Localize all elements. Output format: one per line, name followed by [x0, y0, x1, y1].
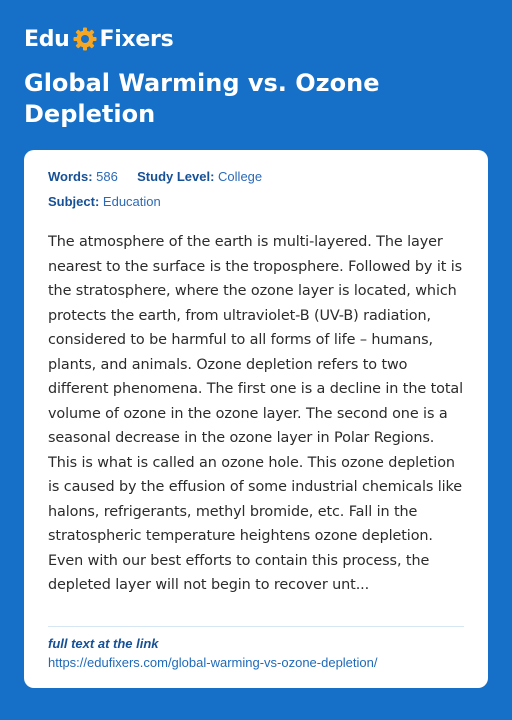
logo-text-fixers: Fixers — [99, 26, 174, 52]
study-level-value: College — [218, 169, 263, 184]
full-text-link[interactable]: https://edufixers.com/global-warming-vs-ozone-depletion/ — [48, 655, 378, 670]
subject-label: Subject: — [48, 194, 100, 209]
meta-row-1 — [48, 168, 262, 186]
words-value: 586 — [96, 169, 118, 184]
edufixers-logo[interactable] — [24, 24, 173, 54]
essay-card — [24, 150, 488, 688]
divider — [48, 626, 464, 627]
full-text-label: full text at the link — [48, 636, 159, 651]
essay-excerpt: The atmosphere of the earth is multi-layered. The layer nearest to the surface is the troposphere. Followed by it is the stratosphere, where the ozone layer is located, which protects the earth, from ultraviolet-B (UV-B) radiation, considered to be harmful to all forms of life – humans, plants, and animals. Ozone depletion refers to two different phenomena. The first one is a decline in the total volume of ozone in the ozone layer. The second one is a seasonal decrease in the ozone layer in Polar Regions. This is what is called an ozone hole. This ozone depletion is caused by the effusion of some industrial chemicals like halons, refrigerants, methyl bromide, etc. Fall in the stratospheric temperature heightens ozone depletion. Even with our best efforts to contain this process, the depleted layer will not begin to recover unt... — [48, 234, 463, 593]
logo-text-edu: Edu — [24, 26, 70, 52]
words-label: Words: — [48, 169, 93, 184]
meta-row-2 — [48, 193, 161, 211]
study-level-label: Study Level: — [137, 169, 215, 184]
subject-value: Education — [102, 194, 161, 209]
page-title: Global Warming vs. Ozone Depletion — [24, 69, 380, 128]
gear-icon — [72, 26, 98, 52]
